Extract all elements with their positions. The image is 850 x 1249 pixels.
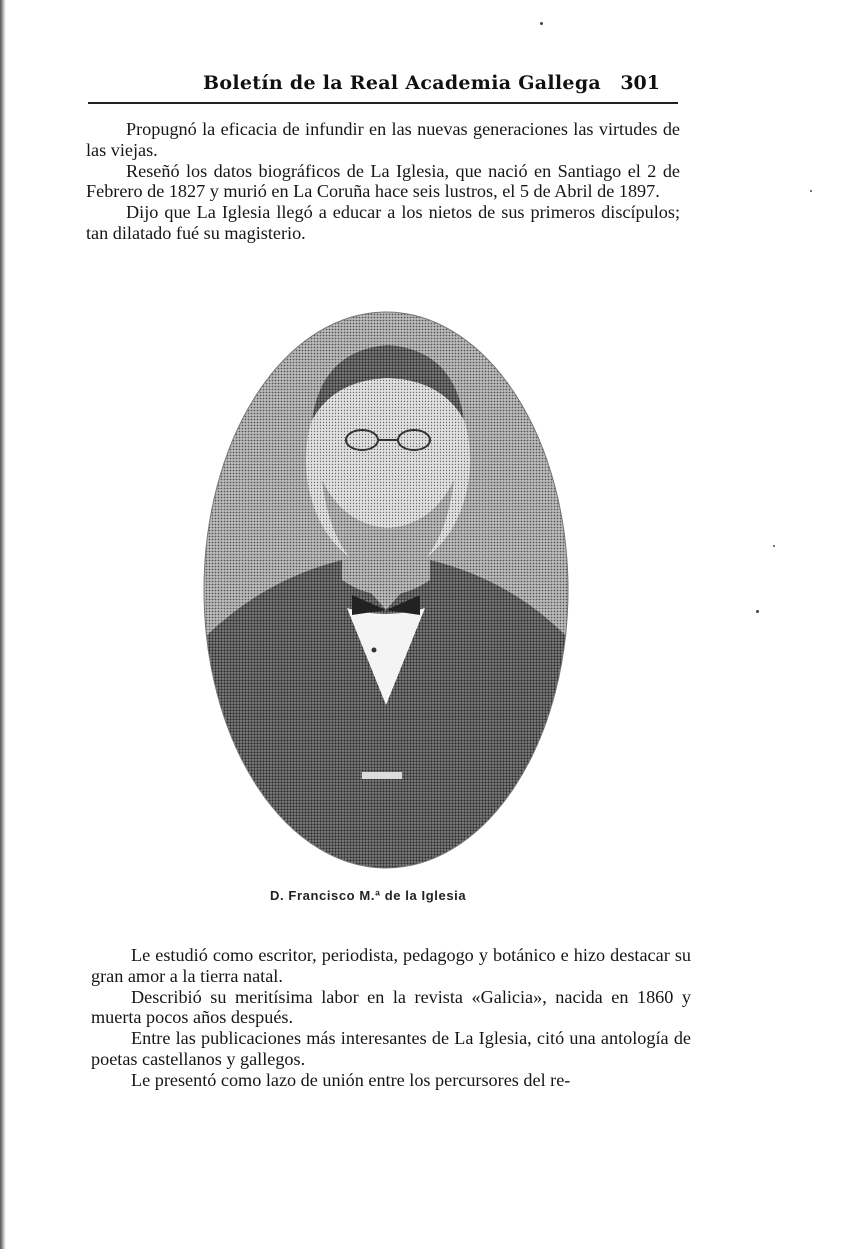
paragraph: Propugnó la eficacia de infundir en las nuevas generaciones las virtudes de las viejas. <box>86 119 680 160</box>
paragraph: Dijo que La Iglesia llegó a educar a los nietos de sus primeros discípulos; tan dilatado fué su magisterio. <box>86 202 680 243</box>
top-text-block <box>86 119 680 244</box>
paragraph: Describió su meritísima labor en la revista «Galicia», nacida en 1860 y muerta pocos años después. <box>91 986 691 1028</box>
paragraph: Reseñó los datos biográficos de La Iglesia, que nació en Santiago el 2 de Febrero de 1827 y murió en La Coruña hace seis lustros, el 5 de Abril de 1897. <box>86 160 680 202</box>
bottom-text-block <box>91 945 691 1091</box>
paragraph: Le estudió como escritor, periodista, pedagogo y botánico e hizo destacar su gran amor a la tierra natal. <box>91 945 691 986</box>
portrait-caption: D. Francisco M.ª de la Iglesia <box>270 888 467 903</box>
portrait-photo <box>202 310 570 870</box>
print-speck <box>540 22 543 25</box>
paragraph: Entre las publicaciones más interesantes de La Iglesia, citó una antología de poetas castellanos y gallegos. <box>91 1028 691 1069</box>
print-speck <box>810 190 812 192</box>
print-speck <box>756 610 759 613</box>
journal-title: Boletín de la Real Academia Gallega <box>203 72 602 94</box>
running-header <box>88 70 678 104</box>
page-number: 301 <box>620 72 660 94</box>
print-speck <box>773 545 775 547</box>
paragraph: Le presentó como lazo de unión entre los percursores del re- <box>131 1069 571 1090</box>
page-binding-edge <box>0 0 6 1249</box>
